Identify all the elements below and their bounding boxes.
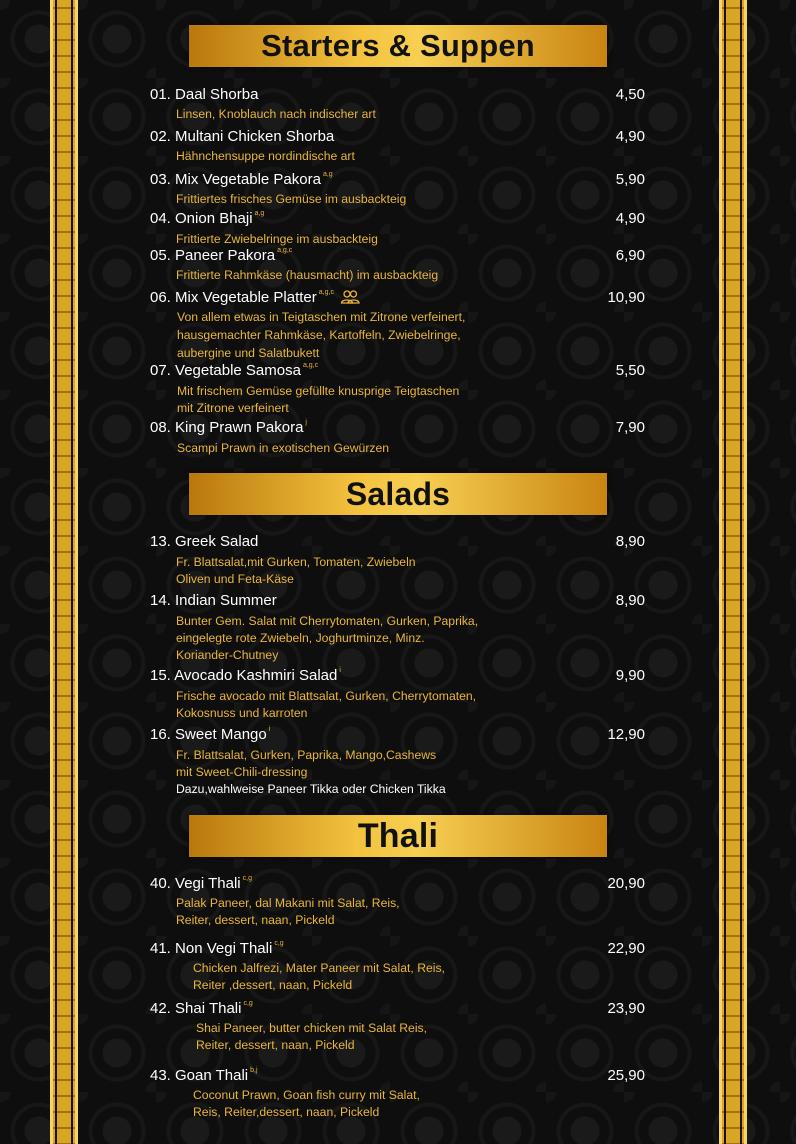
menu-item-description: Reiter ,dessert, naan, Pickeld	[193, 978, 353, 992]
menu-item-price: 12,90	[607, 726, 645, 743]
menu-item-extra-note: Dazu,wahlweise Paneer Tikka oder Chicken Tikka	[176, 782, 446, 796]
menu-item-description: Linsen, Knoblauch nach indischer art	[176, 107, 376, 121]
menu-item-price: 23,90	[607, 1000, 645, 1017]
menu-item-description: Kokosnuss und karroten	[176, 706, 308, 720]
menu-item-description: Frische avocado mit Blattsalat, Gurken, Cherrytomaten,	[176, 689, 477, 703]
menu-item-name: 06. Mix Vegetable Platter $^{a,g,c}$	[150, 289, 360, 306]
menu-item-description: mit Zitrone verfeinert	[177, 401, 289, 415]
menu-item-description: Chicken Jalfrezi, Mater Paneer mit Salat, Reis,	[193, 961, 445, 975]
menu-item-description: Palak Paneer, dal Makani mit Salat, Reis,	[176, 896, 400, 910]
menu-item-name: 03. Mix Vegetable Pakora $^{a,g}$	[150, 171, 333, 188]
allergen-codes: a,g	[322, 171, 333, 178]
menu-item-name: 08. King Prawn Pakora $^j$	[150, 419, 307, 436]
menu-item-description: Mit frischem Gemüse gefüllte knusprige Teigtaschen	[177, 384, 460, 398]
allergen-codes: a,g	[254, 210, 265, 217]
allergen-codes: i	[339, 667, 341, 674]
menu-item-name: 42. Shai Thali $^{c,g}$	[150, 1000, 253, 1017]
menu-item-price: 20,90	[607, 875, 645, 892]
menu-item-description: Reiter, dessert, naan, Pickeld	[176, 913, 335, 927]
menu-item-description: mit Sweet-Chili-dressing	[176, 765, 308, 779]
menu-item-price: 5,90	[615, 171, 645, 188]
allergen-codes: i	[268, 726, 271, 733]
menu-item-name: 43. Goan Thali $^{b,j}$	[150, 1067, 258, 1084]
allergen-codes: a,g,c	[302, 362, 319, 369]
menu-item-description: Reiter, dessert, naan, Pickeld	[196, 1038, 355, 1052]
section-title-starters: Starters & Suppen	[261, 28, 535, 63]
menu-item-description: Frittierte Rahmkäse (hausmacht) im ausbackteig	[176, 268, 439, 282]
section-banner-thali	[189, 815, 607, 857]
menu-item-description: Scampi Prawn in exotischen Gewürzen	[177, 441, 390, 455]
menu-item-description: Hähnchensuppe nordindische art	[176, 149, 355, 163]
menu-item-description: Koriander-Chutney	[176, 648, 279, 662]
menu-item-price: 4,50	[615, 86, 645, 103]
menu-item-description: hausgemachter Rahmkäse, Kartoffeln, Zwiebelringe,	[177, 328, 461, 342]
menu-item-description: Fr. Blattsalat,mit Gurken, Tomaten, Zwiebeln	[176, 555, 416, 569]
menu-item-price: 4,90	[615, 128, 645, 145]
allergen-codes: a,g,c	[277, 247, 293, 254]
menu-item-name: 01. Daal Shorba	[150, 86, 259, 103]
menu-item-price: 9,90	[615, 667, 645, 684]
menu-item-price: 7,90	[615, 419, 645, 436]
section-title-thali: Thali	[357, 816, 439, 855]
menu-item-price: 4,90	[615, 210, 645, 227]
menu-item-description: Fr. Blattsalat, Gurken, Paprika, Mango,Cashews	[176, 748, 437, 762]
menu-item-price: 22,90	[607, 940, 645, 957]
menu-item-price: 8,90	[615, 592, 645, 609]
section-banner-salads	[189, 473, 607, 515]
menu-item-name: 04. Onion Bhaji $^{a,g}$	[150, 210, 265, 227]
menu-item-name: 41. Non Vegi Thali $^{c,g}$	[150, 940, 284, 957]
allergen-codes: c,g	[243, 1000, 253, 1007]
menu-item-name: 13. Greek Salad	[150, 533, 259, 550]
menu-item-description: aubergine und Salatbukett	[177, 346, 320, 360]
menu-item-price: 25,90	[607, 1067, 645, 1084]
menu-item-price: 6,90	[615, 247, 645, 264]
allergen-codes: a,g,c	[318, 289, 334, 296]
menu-item-name: 02. Multani Chicken Shorba	[150, 128, 335, 145]
left-ornamental-border	[50, 0, 78, 1144]
menu-item-description: eingelegte rote Zwiebeln, Joghurtminze, Minz.	[176, 631, 425, 645]
menu-item-description: Von allem etwas in Teigtaschen mit Zitrone verfeinert,	[177, 310, 466, 324]
menu-item-name: 14. Indian Summer	[150, 592, 277, 609]
right-ornamental-border	[719, 0, 747, 1144]
allergen-codes: c,g	[242, 875, 252, 882]
menu-item-description: Frittiertes frisches Gemüse im ausbackteig	[176, 192, 407, 206]
menu-item-price: 8,90	[615, 533, 645, 550]
menu-item-description: Coconut Prawn, Goan fish curry mit Salat,	[193, 1088, 420, 1102]
allergen-codes: j	[305, 419, 307, 426]
menu-item-price: 10,90	[607, 289, 645, 306]
menu-item-price: 5,50	[615, 362, 645, 379]
menu-item-name: 40. Vegi Thali $^{c,g}$	[150, 875, 252, 892]
two-people-icon	[340, 290, 360, 304]
menu-item-description: Bunter Gem. Salat mit Cherrytomaten, Gurken, Paprika,	[176, 614, 479, 628]
menu-item-description: Reis, Reiter,dessert, naan, Pickeld	[193, 1105, 380, 1119]
section-banner-starters	[189, 25, 607, 67]
menu-item-name: 15. Avocado Kashmiri Salad $^i$	[150, 667, 341, 684]
menu-item-name: 16. Sweet Mango $^i$	[150, 726, 271, 743]
menu-item-name: 05. Paneer Pakora $^{a,g,c}$	[150, 247, 293, 264]
menu-item-name: 07. Vegetable Samosa $^{a,g,c}$	[150, 362, 319, 379]
allergen-codes: c,g	[274, 940, 284, 947]
menu-item-description: Frittierte Zwiebelringe im ausbackteig	[176, 232, 378, 246]
menu-item-description: Shai Paneer, butter chicken mit Salat Reis,	[196, 1021, 428, 1035]
allergen-codes: b,j	[250, 1067, 258, 1074]
section-title-salads: Salads	[345, 475, 451, 512]
menu-item-description: Oliven und Feta-Käse	[176, 572, 294, 586]
